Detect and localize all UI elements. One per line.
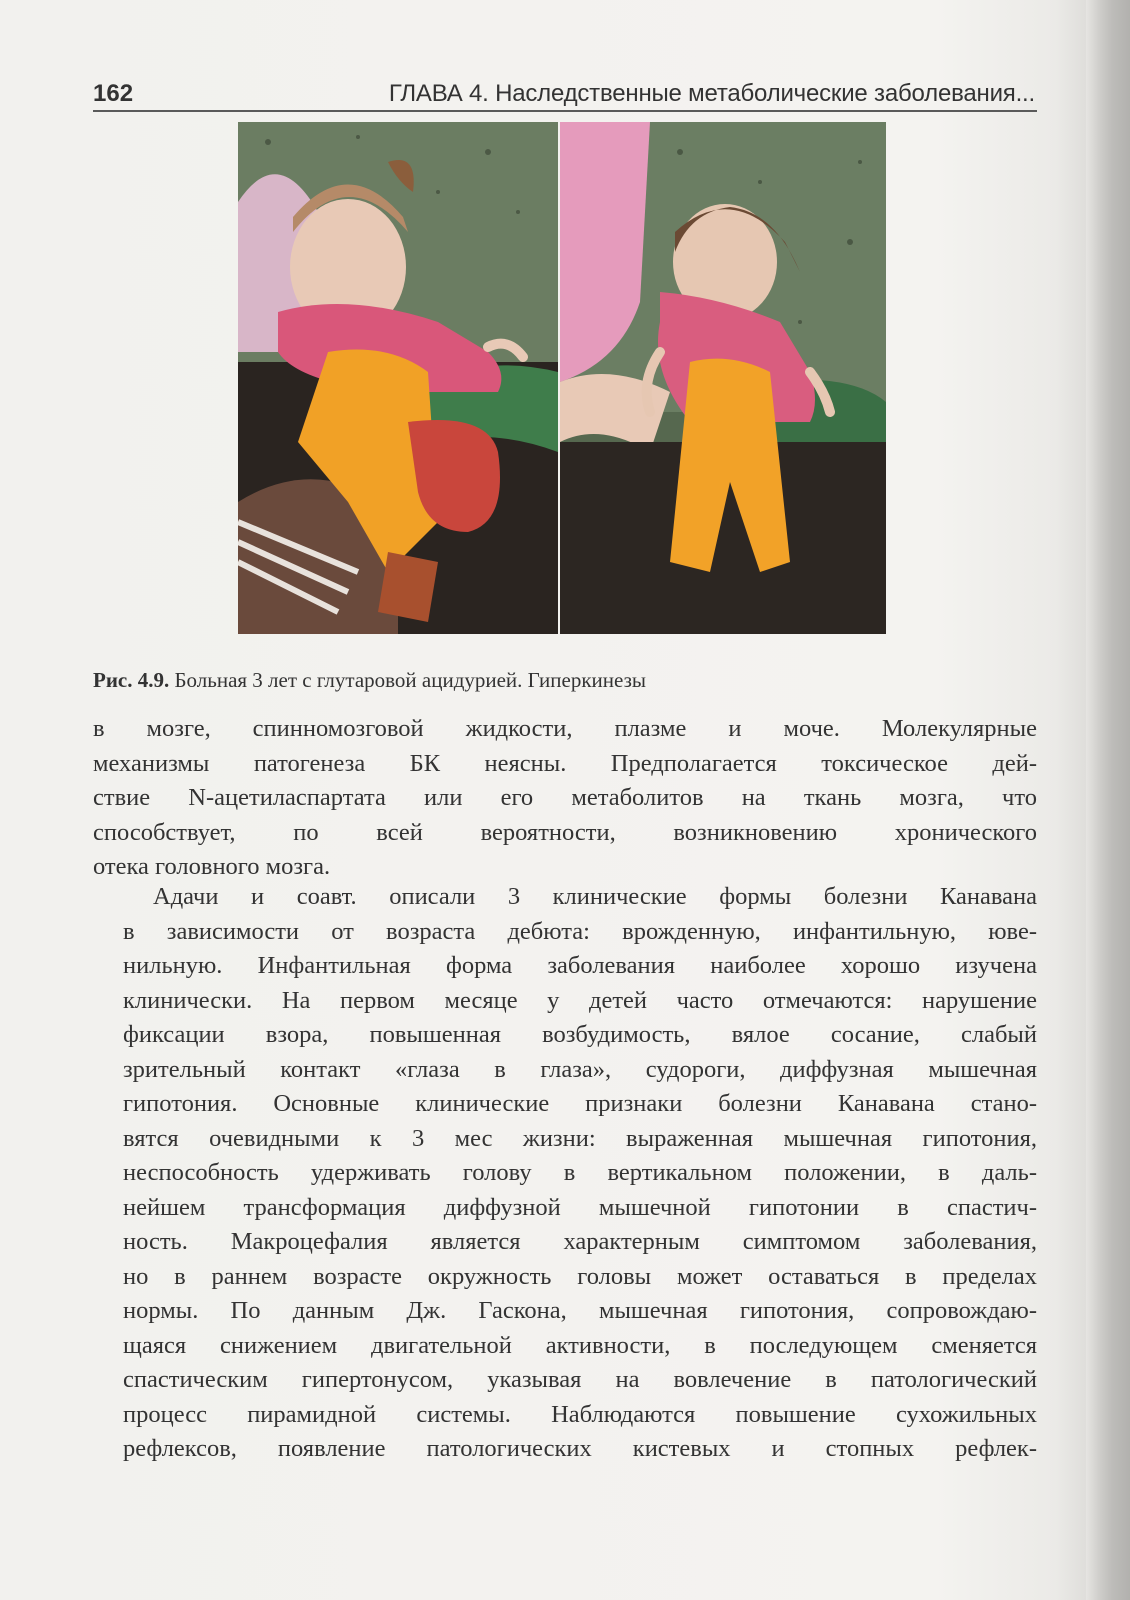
text-line: процесс пирамидной системы. Наблюдаются повышение сухожильных (123, 1400, 1037, 1428)
page-number: 162 (93, 80, 134, 107)
text-line: нейшем трансформация диффузной мышечной гипотонии в спастич- (123, 1193, 1037, 1221)
text-line: неспособность удерживать голову в вертикальном положении, в даль- (123, 1159, 1037, 1186)
text-line: ность. Макроцефалия является характерным симптомом заболевания, (123, 1228, 1037, 1255)
text-line: Адачи и соавт. описали 3 клинические формы болезни Канавана (153, 883, 1037, 910)
text-line: но в раннем возрасте окружность головы может оставаться в пределах (123, 1262, 1037, 1290)
photo-left-image (238, 122, 558, 634)
text-line: спастическим гипертонусом, указывая на вовлечение в патологический (123, 1366, 1037, 1393)
photo-right (560, 122, 886, 634)
text-line: нормы. По данным Дж. Гаскона, мышечная гипотония, сопровождаю- (123, 1297, 1037, 1324)
caption-text: Больная 3 лет с глутаровой ацидурией. Гиперкинезы (169, 668, 646, 692)
text-line: щаяся снижением двигательной активности, в последующем сменяется (123, 1331, 1037, 1359)
text-line: отека головного мозга. (93, 853, 331, 880)
text-line: клинически. На первом месяце у детей часто отмечаются: нарушение (123, 986, 1037, 1014)
photo-left (238, 122, 558, 634)
paragraph-1 (93, 712, 1037, 885)
text-line: зрительный контакт «глаза в глаза», судороги, диффузная мышечная (123, 1055, 1037, 1083)
text-line: вятся очевидными к 3 мес жизни: выраженная мышечная гипотония, (123, 1124, 1037, 1152)
book-gutter-shadow (1086, 0, 1130, 1600)
text-line: способствует, по всей вероятности, возникновению хронического (93, 818, 1037, 846)
text-line: рефлексов, появление патологических кистевых и стопных рефлек- (123, 1435, 1037, 1462)
text-line: механизмы патогенеза БК неясны. Предполагается токсическое дей- (93, 749, 1037, 777)
text-line: фиксации взора, повышенная возбудимость, вялое сосание, слабый (123, 1021, 1037, 1048)
caption-label: Рис. 4.9. (93, 668, 170, 692)
paragraph-2 (93, 880, 1037, 1467)
running-head: ГЛАВА 4. Наследственные метаболические заболевания... (388, 80, 1035, 107)
text-line: ствие N-ацетиласпартата или его метаболитов на ткань мозга, что (93, 784, 1037, 811)
text-line: в мозге, спинномозговой жидкости, плазме и моче. Молекулярные (93, 715, 1037, 742)
text-line: в зависимости от возраста дебюта: врожденную, инфантильную, юве- (123, 917, 1037, 945)
text-line: гипотония. Основные клинические признаки болезни Канавана стано- (123, 1090, 1037, 1117)
figure-caption (93, 668, 1033, 693)
figure-4-9 (238, 122, 886, 634)
page-header (93, 76, 1035, 114)
photo-right-image (560, 122, 886, 634)
header-rule (93, 110, 1037, 112)
text-line: нильную. Инфантильная форма заболевания наиболее хорошо изучена (123, 952, 1037, 979)
